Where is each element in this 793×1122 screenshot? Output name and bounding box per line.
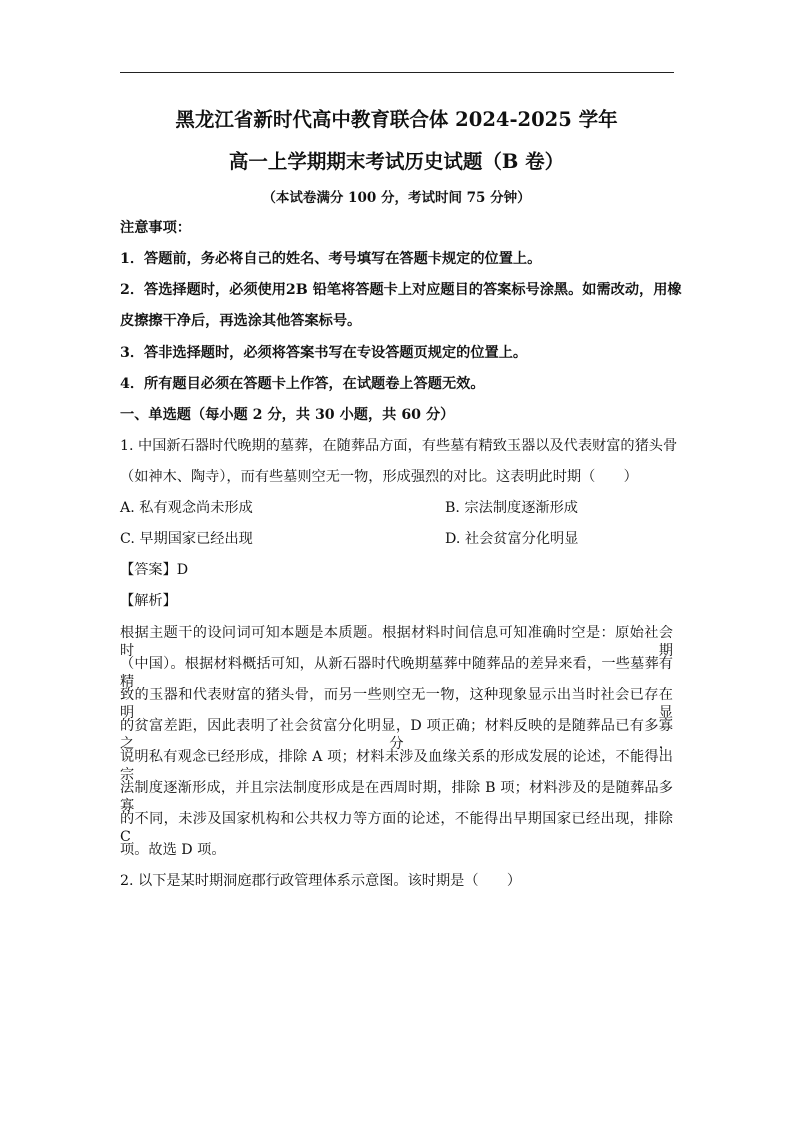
notice-item-2-line1: 2．答选择题时，必须使用2B 铅笔将答题卡上对应题目的答案标号涂黑。如需改动，用橡: [120, 282, 682, 298]
exam-subtitle: （本试卷满分 100 分，考试时间 75 分钟）: [262, 190, 531, 206]
notice-heading: 注意事项：: [120, 220, 191, 236]
notice-item-1: 1．答题前，务必将自己的姓名、考号填写在答题卡规定的位置上。: [120, 251, 542, 267]
notice-item-3: 3．答非选择题时，必须将答案书写在专设答题页规定的位置上。: [120, 345, 528, 361]
q1-analysis-label: 【解析】: [120, 593, 177, 609]
q1-analysis-line: 的不同，未涉及国家机构和公共权力等方面的论述，不能得出早期国家已经出现，排除 C: [120, 811, 673, 845]
q1-option-a: A. 私有观念尚未形成: [120, 500, 253, 516]
exam-title-line2: 高一上学期期末考试历史试题（B 卷）: [228, 150, 565, 173]
section-heading: 一、单选题（每小题 2 分，共 30 小题，共 60 分）: [120, 407, 455, 423]
q1-analysis-line: 法制度逐渐形成，并且宗法制度形成是在西周时期，排除 B 项；材料涉及的是随葬品多寡: [120, 780, 673, 814]
notice-item-4: 4．所有题目必须在答题卡上作答，在试题卷上答题无效。: [120, 376, 485, 392]
q1-stem-line2: （如神木、陶寺），而有些墓则空无一物，形成强烈的对比。这表明此时期（ ）: [120, 469, 638, 485]
q1-analysis-line: 的贫富差距，因此表明了社会贫富分化明显，D 项正确；材料反映的是随葬品已有多寡之分，: [120, 718, 673, 752]
q1-analysis-line: 致的玉器和代表财富的猪头骨，而另一些则空无一物，这种现象显示出当时社会已存在明显: [120, 687, 673, 721]
q1-analysis-line: （中国）。根据材料概括可知，从新石器时代晚期墓葬中随葬品的差异来看，一些墓葬有精: [120, 656, 673, 690]
q1-analysis-line: 项。故选 D 项。: [120, 842, 226, 858]
header-rule: [120, 72, 674, 73]
q1-stem-line1: 1. 中国新石器时代晚期的墓葬，在随葬品方面，有些墓有精致玉器以及代表财富的猪头骨: [120, 438, 678, 454]
q1-option-c: C. 早期国家已经出现: [120, 531, 253, 547]
q1-analysis-line: 说明私有观念已经形成，排除 A 项；材料未涉及血缘关系的形成发展的论述，不能得出宗: [120, 749, 673, 783]
q1-answer: 【答案】D: [120, 562, 189, 578]
exam-title-line1: 黑龙江省新时代高中教育联合体 2024-2025 学年: [175, 108, 618, 131]
q1-analysis-line: 根据主题干的设问词可知本题是本质题。根据材料时间信息可知准确时空是：原始社会时期: [120, 625, 673, 659]
q1-option-d: D. 社会贫富分化明显: [445, 531, 579, 547]
q2-stem: 2. 以下是某时期洞庭郡行政管理体系示意图。该时期是（ ）: [120, 873, 522, 889]
q1-option-b: B. 宗法制度逐渐形成: [445, 500, 578, 516]
notice-item-2-line2: 皮擦擦干净后，再选涂其他答案标号。: [120, 313, 362, 329]
